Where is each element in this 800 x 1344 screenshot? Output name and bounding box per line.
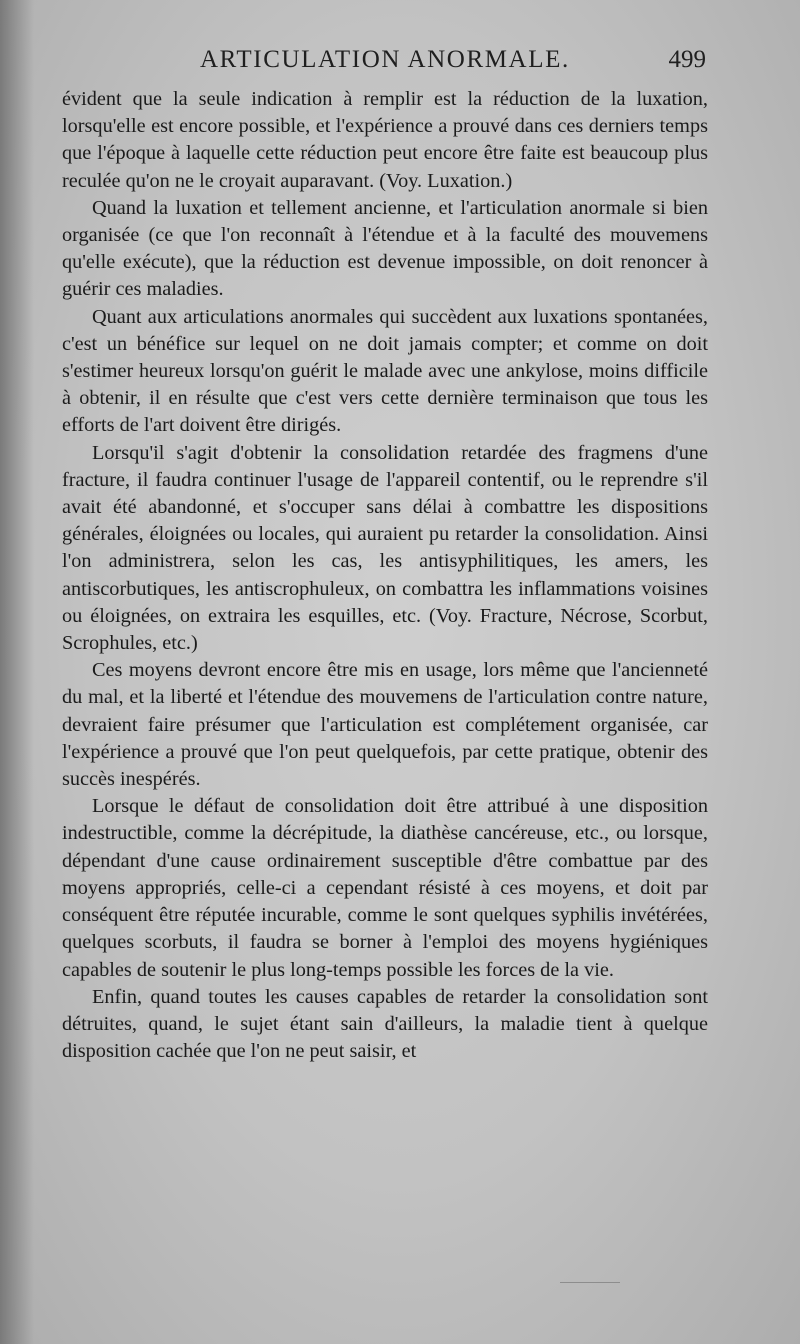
body-text bbox=[62, 86, 708, 1065]
paragraph: Ces moyens devront encore être mis en usage, lors même que l'ancienneté du mal, et la liberté et l'étendue des mouvemens de l'articulation contre nature, devraient faire présumer que l'articulation est complétement organisée, car l'expérience a prouvé que l'on peut quelquefois, par cette pratique, obtenir des succès inespérés. bbox=[62, 659, 708, 791]
paragraph: Quand la luxation et tellement ancienne, et l'articulation anormale si bien organisée (ce que l'on reconnaît à l'étendue et à la faculté des mouvemens qu'elle exécute), que la réduction est devenue impossible, on doit renoncer à guérir ces maladies. bbox=[62, 196, 708, 301]
page-gutter-shadow bbox=[0, 0, 34, 1344]
page-number: 499 bbox=[668, 46, 706, 73]
running-title: ARTICULATION ANORMALE. bbox=[200, 46, 570, 73]
paragraph: Lorsqu'il s'agit d'obtenir la consolidation retardée des fragmens d'une fracture, il faudra continuer l'usage de l'appareil contentif, ou le reprendre s'il avait été abandonné, et s'occuper sans délai à combattre les dispositions générales, éloignées ou locales, qui auraient pu retarder la consolidation. Ainsi l'on administrera, selon les cas, les antisyphilitiques, les amers, les antiscorbutiques, les antiscrophuleux, on combattra les inflammations voisines ou éloignées, on extraira les esquilles, etc. (Voy. Fracture, Nécrose, Scorbut, Scrophules, etc.) bbox=[62, 441, 708, 655]
bottom-rule bbox=[560, 1282, 620, 1283]
paragraph: Lorsque le défaut de consolidation doit être attribué à une disposition indestructible, comme la décrépitude, la diathèse cancéreuse, etc., ou lorsque, dépendant d'une cause ordinairement susceptible d'être combattue par des moyens appropriés, celle-ci a cependant résisté à ces moyens, et doit par conséquent être réputée incurable, comme le sont quelques syphilis invétérées, quelques scorbuts, il faudra se borner à l'emploi des moyens hygiéniques capables de soutenir le plus long-temps possible les forces de la vie. bbox=[62, 795, 708, 981]
paragraph: Quant aux articulations anormales qui succèdent aux luxations spontanées, c'est un bénéfice sur lequel on ne doit jamais compter; et comme on doit s'estimer heureux lorsqu'on guérit le malade avec une ankylose, moins difficile à obtenir, il en résulte que c'est vers cette dernière terminaison que tous les efforts de l'art doivent être dirigés. bbox=[62, 305, 708, 437]
paragraph: évident que la seule indication à remplir est la réduction de la luxation, lorsqu'elle est encore possible, et l'expérience a prouvé dans ces derniers temps que l'époque à laquelle cette réduction peut encore être faite est beaucoup plus reculée qu'on ne le croyait auparavant. (Voy. Luxation.) bbox=[62, 88, 708, 192]
paragraph: Enfin, quand toutes les causes capables de retarder la consolidation sont détruites, quand, le sujet étant sain d'ailleurs, la maladie tient à quelque disposition cachée que l'on ne peut saisir, et bbox=[62, 985, 708, 1063]
page-header bbox=[62, 46, 712, 80]
